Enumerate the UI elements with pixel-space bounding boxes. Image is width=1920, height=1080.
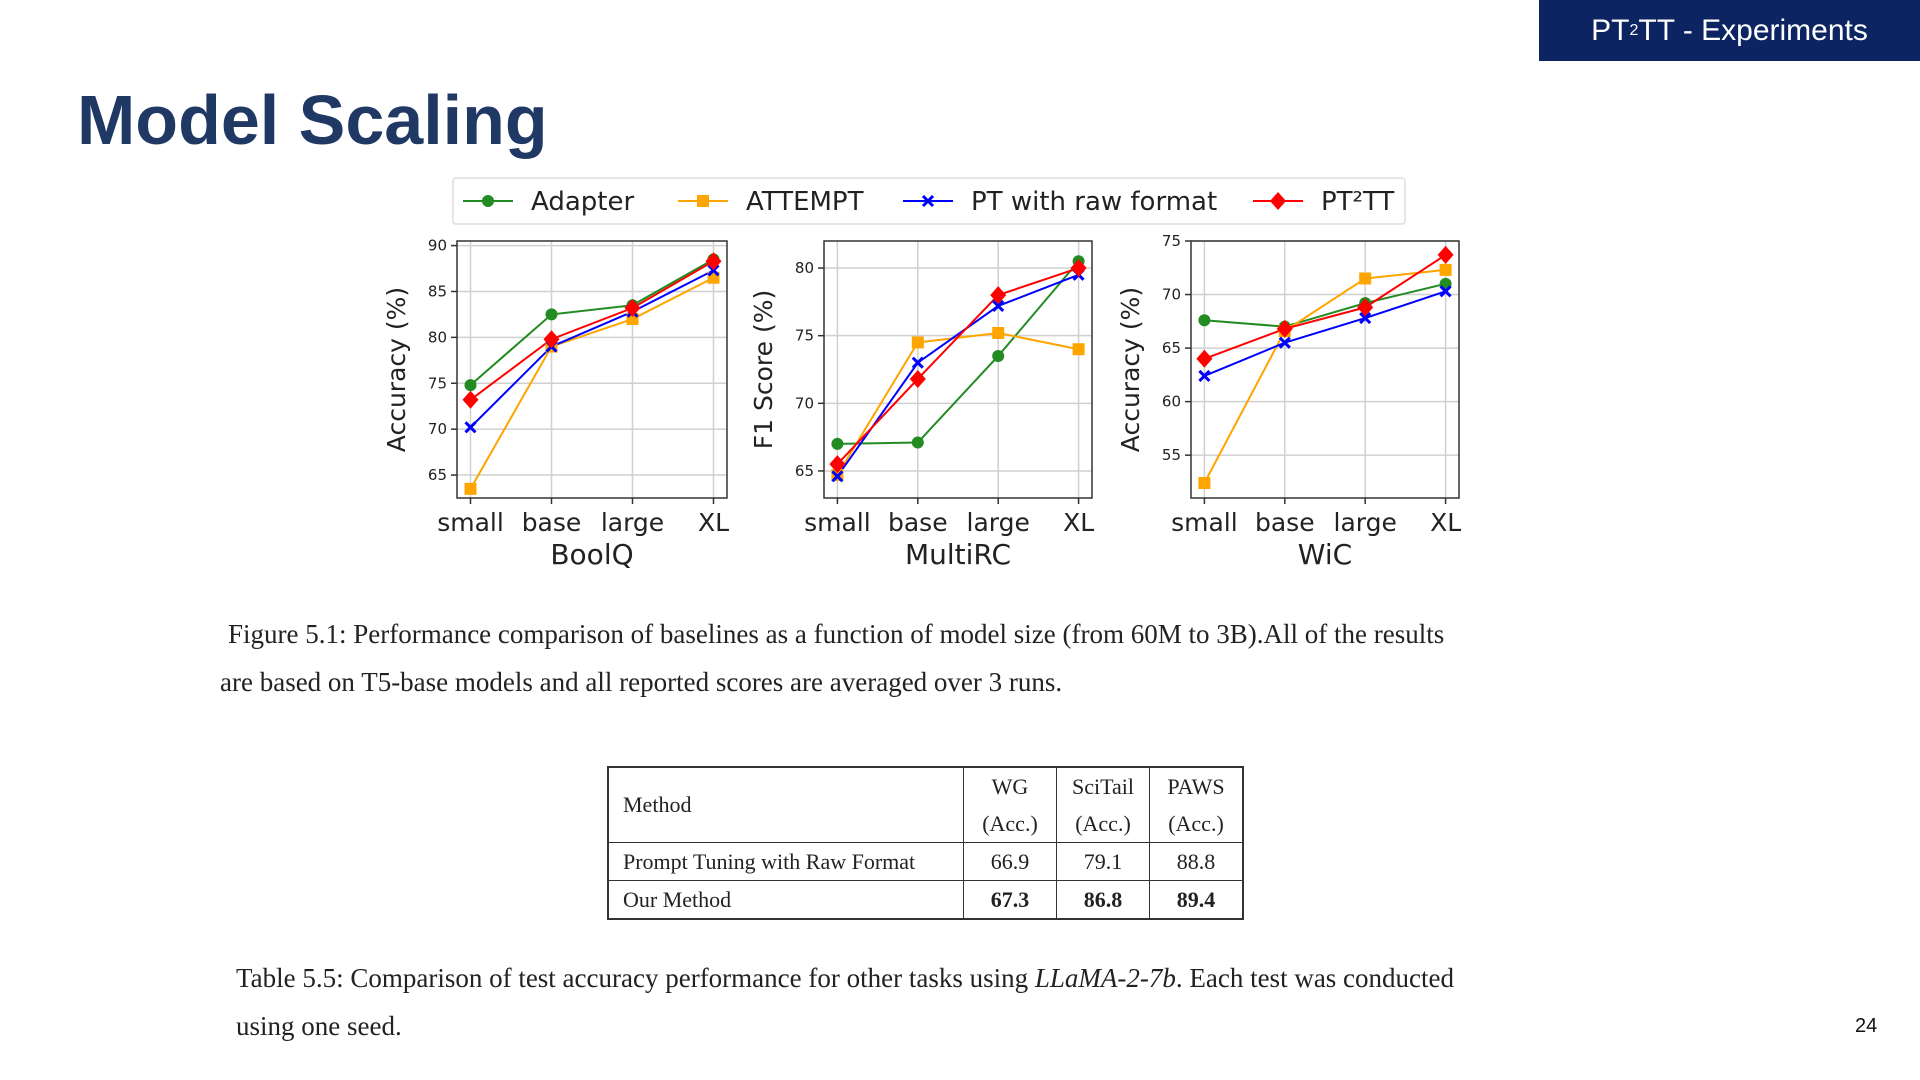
cell-wg: 66.9 bbox=[964, 843, 1057, 881]
y-tick-label: 85 bbox=[427, 282, 447, 301]
series-line-diamond bbox=[837, 268, 1078, 464]
y-tick-label: 75 bbox=[794, 326, 814, 345]
legend-label: Adapter bbox=[531, 187, 635, 217]
table-row bbox=[608, 843, 1243, 881]
table-caption bbox=[236, 954, 1656, 1050]
x-tick-label: large bbox=[1333, 508, 1397, 537]
y-tick-label: 70 bbox=[794, 394, 814, 413]
y-tick-label: 65 bbox=[794, 461, 814, 480]
banner-title-prefix: PT bbox=[1591, 13, 1630, 47]
y-tick-label: 60 bbox=[1161, 392, 1181, 411]
x-tick-label: XL bbox=[1063, 508, 1095, 537]
results-table bbox=[607, 766, 1244, 920]
column-header-scitail: SciTail bbox=[1057, 767, 1150, 805]
table-caption-text-a: Table 5.5: Comparison of test accuracy performance for other tasks using bbox=[236, 963, 1035, 993]
series-line-circle bbox=[471, 259, 714, 385]
series-line-x bbox=[471, 270, 714, 427]
cell-wg: 67.3 bbox=[964, 881, 1057, 920]
figure-caption-line-1: Figure 5.1: Performance comparison of baselines as a function of model size (from 60M to 3B).All of the results bbox=[228, 619, 1445, 649]
chart-title: WiC bbox=[1297, 538, 1353, 571]
method-header: Method bbox=[608, 767, 964, 843]
data-point-circle bbox=[912, 437, 924, 449]
chart-panel-multirc bbox=[749, 241, 1094, 571]
data-point-square bbox=[1440, 264, 1452, 276]
row-method: Prompt Tuning with Raw Format bbox=[608, 843, 964, 881]
y-tick-label: 75 bbox=[427, 374, 447, 393]
banner-title-superscript: 2 bbox=[1629, 21, 1639, 39]
table-row bbox=[608, 881, 1243, 920]
legend-marker-square bbox=[697, 195, 709, 207]
page-number: 24 bbox=[1855, 1015, 1878, 1037]
model-scaling-charts bbox=[0, 170, 1920, 590]
data-point-circle bbox=[831, 438, 843, 450]
column-header-paws: PAWS bbox=[1150, 767, 1244, 805]
banner-title-suffix: TT - Experiments bbox=[1638, 13, 1868, 47]
y-tick-label: 75 bbox=[1161, 232, 1181, 250]
plot-frame bbox=[1191, 241, 1459, 498]
data-point-square bbox=[1073, 343, 1085, 355]
data-point-circle bbox=[546, 308, 558, 320]
y-tick-label: 80 bbox=[794, 259, 814, 278]
y-axis-label: Accuracy (%) bbox=[382, 286, 411, 453]
chart-panel-wic bbox=[1116, 232, 1461, 571]
y-axis-label: Accuracy (%) bbox=[1116, 286, 1145, 453]
x-tick-label: base bbox=[887, 508, 948, 537]
figure-caption bbox=[220, 610, 1648, 706]
row-method: Our Method bbox=[608, 881, 964, 920]
figure-caption-line-2: are based on T5-base models and all reported scores are averaged over 3 runs. bbox=[220, 667, 1063, 697]
cell-scitail: 86.8 bbox=[1057, 881, 1150, 920]
data-point-square bbox=[465, 483, 477, 495]
slide-title: Model Scaling bbox=[77, 81, 548, 159]
data-point-circle bbox=[992, 350, 1004, 362]
x-tick-label: small bbox=[437, 508, 504, 537]
y-tick-label: 70 bbox=[1161, 285, 1181, 304]
data-point-diamond bbox=[706, 252, 722, 270]
x-tick-label: small bbox=[804, 508, 871, 537]
plot-frame bbox=[824, 241, 1092, 498]
column-unit-paws: (Acc.) bbox=[1150, 805, 1244, 843]
x-tick-label: small bbox=[1171, 508, 1238, 537]
legend-marker-circle bbox=[482, 195, 494, 207]
y-tick-label: 80 bbox=[427, 328, 447, 347]
cell-scitail: 79.1 bbox=[1057, 843, 1150, 881]
chart-title: BoolQ bbox=[550, 538, 634, 571]
y-tick-label: 65 bbox=[427, 466, 447, 485]
y-axis-label: F1 Score (%) bbox=[749, 289, 778, 450]
x-tick-label: base bbox=[521, 508, 582, 537]
legend-label: ATTEMPT bbox=[746, 187, 864, 217]
data-point-diamond bbox=[1196, 350, 1212, 368]
table-caption-line-2: using one seed. bbox=[236, 1011, 402, 1041]
legend-label: PT with raw format bbox=[971, 187, 1218, 217]
plot-frame bbox=[457, 241, 727, 498]
data-point-square bbox=[1198, 477, 1210, 489]
data-point-square bbox=[992, 327, 1004, 339]
data-point-circle bbox=[465, 379, 477, 391]
x-tick-label: large bbox=[600, 508, 665, 537]
table-caption-text-b: . Each test was conducted bbox=[1175, 963, 1455, 993]
table-caption-line-1 bbox=[236, 954, 1656, 1002]
column-header-wg: WG bbox=[964, 767, 1057, 805]
chart-panel-boolq bbox=[382, 237, 729, 571]
legend-label: PT²TT bbox=[1321, 187, 1395, 217]
chart-title: MultiRC bbox=[904, 538, 1012, 571]
table-header-row bbox=[608, 767, 1243, 805]
series-line-square bbox=[1204, 270, 1445, 483]
x-tick-label: XL bbox=[697, 508, 730, 537]
cell-paws: 88.8 bbox=[1150, 843, 1244, 881]
data-point-circle bbox=[1198, 314, 1210, 326]
section-banner bbox=[1539, 0, 1920, 61]
y-tick-label: 90 bbox=[427, 236, 447, 255]
series-line-diamond bbox=[471, 261, 714, 400]
column-unit-scitail: (Acc.) bbox=[1057, 805, 1150, 843]
cell-paws: 89.4 bbox=[1150, 881, 1244, 920]
data-point-square bbox=[912, 336, 924, 348]
column-unit-wg: (Acc.) bbox=[964, 805, 1057, 843]
data-point-square bbox=[1359, 272, 1371, 284]
y-tick-label: 55 bbox=[1161, 446, 1181, 465]
x-tick-label: base bbox=[1254, 508, 1315, 537]
data-point-diamond bbox=[1438, 246, 1454, 264]
table-caption-model-name: LLaMA-2-7b bbox=[1034, 963, 1176, 993]
x-tick-label: XL bbox=[1430, 508, 1462, 537]
y-tick-label: 65 bbox=[1161, 339, 1181, 358]
x-tick-label: large bbox=[966, 508, 1030, 537]
series-line-diamond bbox=[1204, 255, 1445, 359]
data-point-diamond bbox=[463, 391, 479, 409]
y-tick-label: 70 bbox=[427, 420, 447, 439]
